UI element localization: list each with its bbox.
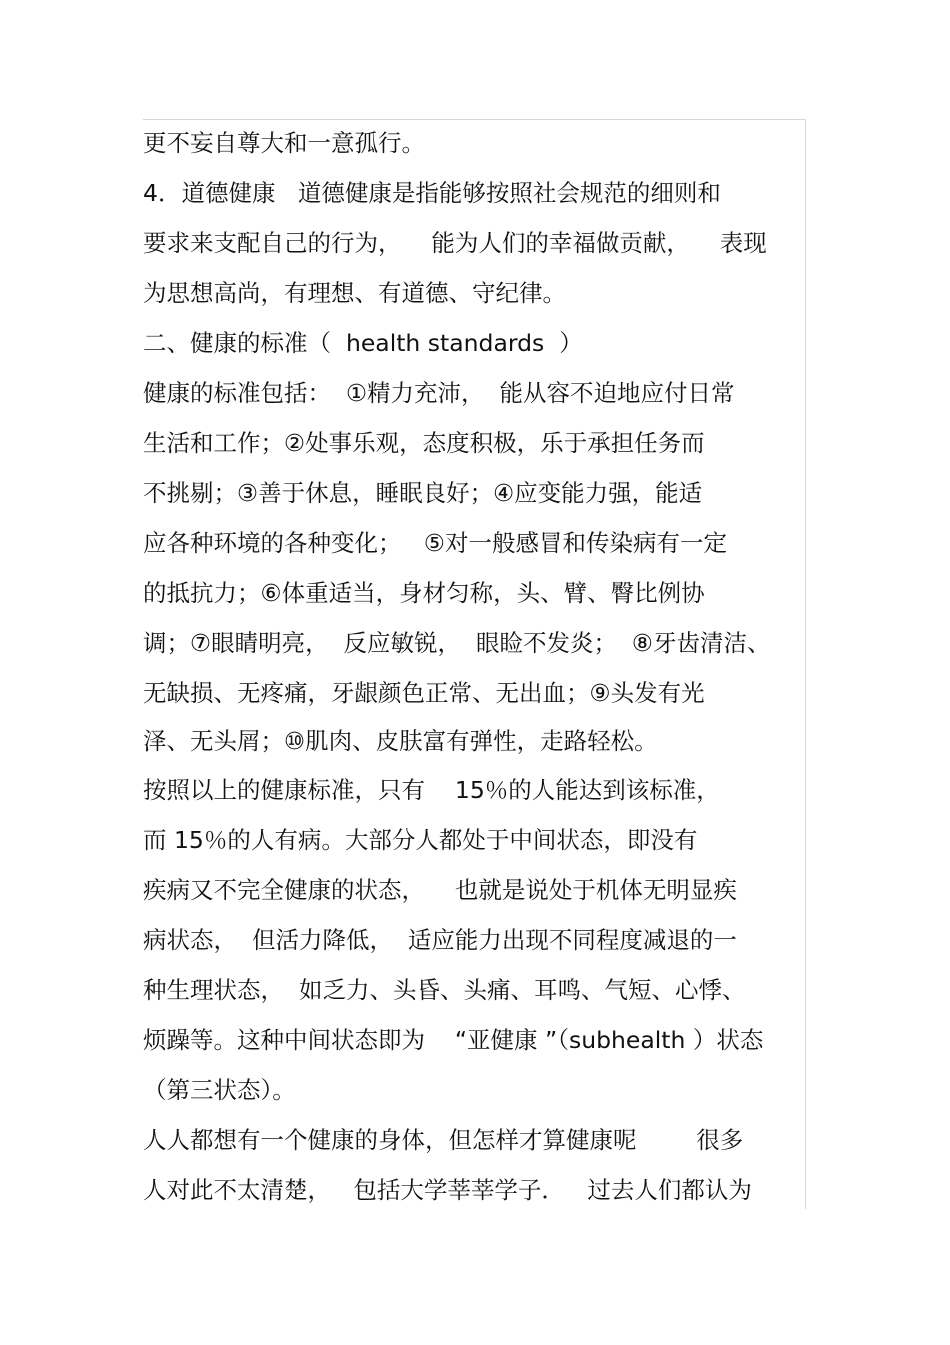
text-line: 生活和工作；②处事乐观，态度积极，乐于承担任务而 (143, 429, 705, 457)
text-line: 人对此不太清楚， 包括大学莘莘学子． 过去人们都认为 (143, 1176, 752, 1204)
text-line: （第三状态）。 (143, 1076, 296, 1104)
text-line: 而 15％的人有病。大部分人都处于中间状态，即没有 (143, 826, 698, 854)
text-line: 应各种环境的各种变化； ⑤对一般感冒和传染病有一定 (143, 529, 727, 557)
document-body (143, 118, 808, 1215)
text-line: 泽、无头屑；⑩肌肉、皮肤富有弹性，走路轻松。 (143, 727, 658, 755)
text-line: 调；⑦眼睛明亮， 反应敏锐， 眼睑不发炎； ⑧牙齿清洁、 (143, 629, 771, 657)
section-heading-health-standards: 二、健康的标准（ health standards ） (143, 329, 583, 357)
text-line: 烦躁等。这种中间状态即为 “亚健康 ”（subhealth ）状态 (143, 1026, 764, 1054)
text-line: 按照以上的健康标准，只有 15％的人能达到该标准， (143, 776, 720, 804)
text-line: 的抵抗力；⑥体重适当，身材匀称，头、臂、臀比例协 (143, 579, 705, 607)
text-line: 无缺损、无疼痛，牙龈颜色正常、无出血；⑨头发有光 (143, 679, 705, 707)
section-heading-moral-health: 4．道德健康 道德健康是指能够按照社会规范的细则和 (143, 179, 721, 207)
text-line: 人人都想有一个健康的身体，但怎样才算健康呢 很多 (143, 1126, 744, 1154)
text-line: 种生理状态， 如乏力、头昏、头痛、耳鸣、气短、心悸、 (143, 976, 746, 1004)
text-line: 健康的标准包括： ①精力充沛， 能从容不迫地应付日常 (143, 379, 735, 407)
text-line: 要求来支配自己的行为， 能为人们的幸福做贡献， 表现 (143, 229, 767, 257)
text-line: 不挑剔；③善于休息，睡眠良好；④应变能力强，能适 (143, 479, 703, 507)
text-line: 疾病又不完全健康的状态， 也就是说处于机体无明显疾 (143, 876, 737, 904)
text-line: 为思想高尚，有理想、有道德、守纪律。 (143, 279, 566, 307)
text-line: 更不妄自尊大和一意孤行。 (143, 129, 425, 157)
text-line: 病状态， 但活力降低， 适应能力出现不同程度减退的一 (143, 926, 737, 954)
